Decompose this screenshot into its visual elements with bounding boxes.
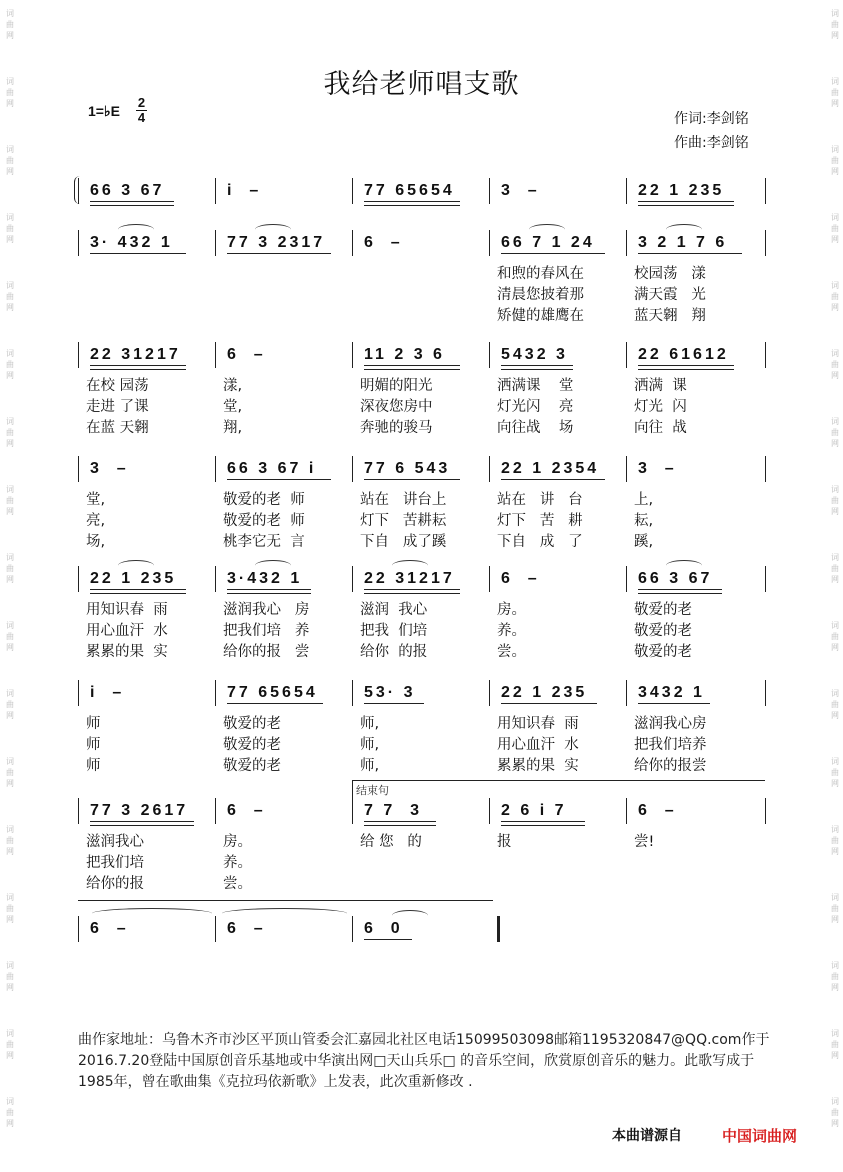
measure-notes: 6 – (227, 346, 266, 363)
lyric-line: 给你的报 (86, 876, 144, 892)
barline (215, 456, 216, 482)
beam-underline (364, 479, 460, 480)
barline (489, 798, 490, 824)
beam-underline (364, 703, 424, 704)
barline (626, 456, 627, 482)
lyric-line: 灯光 闪 (634, 399, 687, 415)
lyric-line: 满天霞 光 (634, 287, 706, 303)
lyric-line: 滋润我心 (86, 834, 144, 850)
barline (765, 342, 766, 368)
barline (489, 178, 490, 204)
barline (765, 456, 766, 482)
beam-underline (364, 821, 436, 826)
measure-notes: 22 1 2354 (501, 460, 600, 477)
barline (765, 680, 766, 706)
measure-notes: 3 2 1 7 6 (638, 234, 728, 251)
lyric-line: 用知识春 雨 (86, 602, 168, 618)
slur (255, 560, 291, 571)
barline (626, 798, 627, 824)
slur (666, 224, 702, 235)
footer-note: 曲作家地址：乌鲁木齐市沙区平顶山管委会汇嘉园北社区电话15099503098邮箱1195320847@QQ.com作于2016.7.20登陆中国原创音乐基地或中华演出网□天山兵乐□ 的音乐空间，欣赏原创音乐的魅力。此歌写成于1985年，曾在歌曲集《克拉玛依新歌》上发表，此次重新修改 . (78, 1032, 770, 1090)
measure-notes: 6 – (227, 920, 266, 937)
measure-notes: 2 6 i 7 (501, 802, 567, 819)
lyric-line: 洒满 课 (634, 378, 687, 394)
lyric-line: 敬爱的老 师 (223, 492, 305, 508)
time-signature (136, 96, 147, 125)
lyric-line: 敬爱的老 (634, 644, 692, 660)
barline (489, 230, 490, 256)
barline (626, 230, 627, 256)
beam-underline (90, 201, 174, 206)
watermark-text: 词 曲 网 (831, 893, 839, 924)
watermark-text: 词 曲 网 (831, 213, 839, 244)
slur (118, 224, 154, 235)
slur (392, 560, 428, 571)
lyric-line: 灯下 苦耕耘 (360, 513, 447, 529)
lyric-line: 师 (86, 758, 101, 774)
lyric-line: 深夜您房中 (360, 399, 433, 415)
barline (215, 680, 216, 706)
measure-notes: 66 3 67 (638, 570, 713, 587)
lyric-line: 奔驰的骏马 (360, 420, 433, 436)
barline (215, 916, 216, 942)
watermark-text: 词 曲 网 (6, 145, 14, 176)
barline (489, 566, 490, 592)
beam-underline (90, 365, 186, 370)
measure-notes: 77 65654 (227, 684, 318, 701)
slur (255, 224, 291, 235)
lyric-line: 漾, (223, 378, 243, 394)
barline (78, 680, 79, 706)
barline (765, 230, 766, 256)
lyric-line: 上, (634, 492, 654, 508)
lyric-line: 敬爱的老 师 (223, 513, 305, 529)
beam-underline (227, 253, 331, 254)
watermark-text: 词 曲 网 (6, 77, 14, 108)
tie-slur (222, 908, 347, 919)
slur (118, 560, 154, 571)
barline (215, 230, 216, 256)
lyric-line: 滋润 我心 (360, 602, 428, 618)
measure-notes: 6 0 (364, 920, 403, 937)
barline (352, 178, 353, 204)
measure-notes: 5432 3 (501, 346, 568, 363)
watermark-text: 词 曲 网 (831, 349, 839, 380)
beam-underline (90, 253, 186, 254)
watermark-text: 词 曲 网 (831, 961, 839, 992)
watermark-text: 词 曲 网 (6, 1097, 14, 1128)
beam-underline (227, 479, 331, 480)
lyric-line: 灯光闪 亮 (497, 399, 574, 415)
barline (78, 916, 79, 942)
lyric-line: 用心血汗 水 (86, 623, 168, 639)
lyric-line: 师, (360, 737, 380, 753)
beam-underline (364, 201, 460, 206)
lyric-line: 给你的报 尝 (223, 644, 310, 660)
barline (78, 230, 79, 256)
beam-underline (90, 589, 186, 594)
lyric-line: 师 (86, 737, 101, 753)
beam-underline (638, 365, 734, 370)
measure-notes: 7 7 3 (364, 802, 423, 819)
lyric-line: 翔, (223, 420, 243, 436)
measure-notes: 11 2 3 6 (364, 346, 445, 363)
measure-notes: 3 – (638, 460, 677, 477)
measure-notes: 53· 3 (364, 684, 416, 701)
lyric-line: 尝。 (497, 644, 526, 660)
beam-underline (638, 589, 722, 594)
watermark-text: 词 曲 网 (831, 1029, 839, 1060)
lyric-line: 房。 (497, 602, 526, 618)
watermark-text: 词 曲 网 (6, 621, 14, 652)
barline (352, 680, 353, 706)
lyric-line: 给你 的报 (360, 644, 428, 660)
barline (626, 566, 627, 592)
watermark-text: 词 曲 网 (831, 757, 839, 788)
lyric-line: 把我们培 养 (223, 623, 310, 639)
lyric-line: 把我们培 (86, 855, 144, 871)
measure-notes: 3432 1 (638, 684, 705, 701)
barline (78, 456, 79, 482)
lyric-line: 把我 们培 (360, 623, 428, 639)
barline (215, 342, 216, 368)
beam-underline (501, 479, 605, 480)
tie-slur (92, 908, 212, 919)
barline (78, 566, 79, 592)
barline (215, 566, 216, 592)
measure-notes: 6 – (364, 234, 403, 251)
lyric-line: 敬爱的老 (634, 623, 692, 639)
lyric-line: 敬爱的老 (223, 716, 281, 732)
beam-underline (364, 939, 412, 940)
lyric-line: 敬爱的老 (223, 737, 281, 753)
beam-underline (501, 365, 573, 370)
measure-notes: 3· 432 1 (90, 234, 173, 251)
lyric-line: 蹊, (634, 534, 654, 550)
measure-notes: 3 – (501, 182, 540, 199)
lyric-line: 用心血汗 水 (497, 737, 579, 753)
measure-notes: 22 61612 (638, 346, 729, 363)
beam-underline (638, 703, 710, 704)
measure-notes: 22 31217 (364, 570, 455, 587)
beam-underline (501, 703, 597, 704)
lyric-line: 养。 (497, 623, 526, 639)
lyricist-credit: 作词:李剑铭 (674, 111, 749, 127)
measure-notes: 77 3 2317 (227, 234, 326, 251)
measure-notes: 77 65654 (364, 182, 455, 199)
watermark-text: 词 曲 网 (6, 1029, 14, 1060)
barline (352, 798, 353, 824)
measure-notes: 22 31217 (90, 346, 181, 363)
measure-notes: 6 – (501, 570, 540, 587)
lyric-line: 洒满课 堂 (497, 378, 574, 394)
watermark-text: 词 曲 网 (831, 1097, 839, 1128)
song-title: 我给老师唱支歌 (323, 69, 520, 100)
barline (489, 680, 490, 706)
lyric-line: 在校 园荡 (86, 378, 149, 394)
measure-notes: 77 3 2617 (90, 802, 189, 819)
lyric-line: 滋润我心房 (634, 716, 707, 732)
watermark-text: 词 曲 网 (6, 961, 14, 992)
measure-notes: 6 – (90, 920, 129, 937)
time-signature-top: 2 (137, 95, 146, 110)
lyric-line: 矫健的雄鹰在 (497, 308, 584, 324)
lyric-line: 明媚的阳光 (360, 378, 433, 394)
watermark-text: 词 曲 网 (831, 9, 839, 40)
lyric-line: 敬爱的老 (634, 602, 692, 618)
barline (765, 178, 766, 204)
lyric-line: 累累的果 实 (497, 758, 579, 774)
barline (352, 456, 353, 482)
ending-bracket (352, 780, 765, 799)
barline (626, 342, 627, 368)
lyric-line: 把我们培养 (634, 737, 707, 753)
beam-underline (638, 253, 742, 254)
lyric-line: 站在 讲台上 (360, 492, 447, 508)
lyric-line: 校园荡 漾 (634, 266, 706, 282)
beam-underline (90, 821, 194, 826)
lyric-line: 清晨您披着那 (497, 287, 584, 303)
watermark-text: 词 曲 网 (6, 213, 14, 244)
lyric-line: 下自 成 了 (497, 534, 583, 550)
beam-underline (227, 703, 323, 704)
key-signature: 1=♭E (88, 103, 120, 119)
barline (352, 566, 353, 592)
watermark-text: 词 曲 网 (6, 349, 14, 380)
lyric-line: 站在 讲 台 (497, 492, 583, 508)
lyric-line: 场, (86, 534, 106, 550)
watermark-text: 词 曲 网 (831, 553, 839, 584)
lyric-line: 桃李它无 言 (223, 534, 305, 550)
lyric-line: 养。 (223, 855, 252, 871)
lyric-line: 堂, (223, 399, 243, 415)
coda-line (78, 900, 493, 901)
barline (497, 916, 500, 942)
watermark-text: 词 曲 网 (831, 485, 839, 516)
barline (215, 798, 216, 824)
lyric-line: 走进 了课 (86, 399, 149, 415)
barline (78, 798, 79, 824)
watermark-text: 词 曲 网 (6, 757, 14, 788)
watermark-text: 词 曲 网 (6, 417, 14, 448)
lyric-line: 敬爱的老 (223, 758, 281, 774)
lyric-line: 亮, (86, 513, 106, 529)
lyric-line: 师, (360, 758, 380, 774)
watermark-text: 词 曲 网 (6, 281, 14, 312)
watermark-text: 词 曲 网 (6, 825, 14, 856)
lyric-line: 给你的报尝 (634, 758, 707, 774)
measure-notes: 3 – (90, 460, 129, 477)
lyric-line: 师, (360, 716, 380, 732)
lyric-line: 在蓝 天翱 (86, 420, 149, 436)
lyric-line: 和煦的春风在 (497, 266, 584, 282)
watermark-text: 词 曲 网 (831, 825, 839, 856)
measure-notes: 3·432 1 (227, 570, 303, 587)
measure-notes: 6 – (638, 802, 677, 819)
lyric-line: 蓝天翱 翔 (634, 308, 706, 324)
lyric-line: 尝。 (223, 876, 252, 892)
watermark-text: 词 曲 网 (6, 485, 14, 516)
measure-notes: 22 1 235 (501, 684, 588, 701)
barline (78, 342, 79, 368)
barline (489, 342, 490, 368)
lyric-line: 向往战 场 (497, 420, 574, 436)
lyric-line: 耘, (634, 513, 654, 529)
lyric-line: 给 您 的 (360, 834, 422, 850)
slur (666, 560, 702, 571)
barline (215, 178, 216, 204)
measure-notes: i – (90, 684, 125, 701)
watermark-text: 词 曲 网 (831, 77, 839, 108)
lyric-line: 房。 (223, 834, 252, 850)
barline (352, 916, 353, 942)
measure-notes: 77 6 543 (364, 460, 451, 477)
barline (765, 798, 766, 824)
source-site-link[interactable]: 中国词曲网 (722, 1127, 798, 1145)
system-bracket (74, 176, 81, 204)
barline (352, 342, 353, 368)
lyric-line: 堂, (86, 492, 106, 508)
watermark-text: 词 曲 网 (831, 689, 839, 720)
measure-notes: 66 3 67 i (227, 460, 317, 477)
lyric-line: 灯下 苦 耕 (497, 513, 583, 529)
slur (529, 224, 565, 235)
watermark-text: 词 曲 网 (831, 281, 839, 312)
measure-notes: i – (227, 182, 262, 199)
measure-notes: 6 – (227, 802, 266, 819)
barline (626, 680, 627, 706)
measure-notes: 22 1 235 (90, 570, 177, 587)
slur (392, 910, 428, 921)
beam-underline (364, 365, 460, 370)
lyric-line: 尝! (634, 834, 655, 850)
measure-notes: 22 1 235 (638, 182, 725, 199)
watermark-text: 词 曲 网 (6, 689, 14, 720)
measure-notes: 66 7 1 24 (501, 234, 595, 251)
barline (489, 456, 490, 482)
barline (765, 566, 766, 592)
lyric-line: 向往 战 (634, 420, 687, 436)
measure-notes: 66 3 67 (90, 182, 165, 199)
watermark-text: 词 曲 网 (6, 893, 14, 924)
lyric-line: 滋润我心 房 (223, 602, 310, 618)
watermark-text: 词 曲 网 (6, 553, 14, 584)
beam-underline (638, 201, 734, 206)
ending-label: 结束句 (356, 784, 389, 797)
watermark-text: 词 曲 网 (831, 145, 839, 176)
time-signature-bottom: 4 (137, 110, 146, 125)
source-label: 本曲谱源自 (612, 1128, 682, 1144)
lyric-line: 师 (86, 716, 101, 732)
lyric-line: 报 (497, 834, 512, 850)
watermark-text: 词 曲 网 (831, 417, 839, 448)
beam-underline (501, 821, 585, 826)
lyric-line: 下自 成了蹊 (360, 534, 447, 550)
watermark-text: 词 曲 网 (831, 621, 839, 652)
barline (626, 178, 627, 204)
composer-credit: 作曲:李剑铭 (674, 135, 749, 151)
beam-underline (501, 253, 605, 254)
beam-underline (364, 589, 460, 594)
barline (352, 230, 353, 256)
beam-underline (227, 589, 311, 594)
watermark-text: 词 曲 网 (6, 9, 14, 40)
lyric-line: 用知识春 雨 (497, 716, 579, 732)
lyric-line: 累累的果 实 (86, 644, 168, 660)
